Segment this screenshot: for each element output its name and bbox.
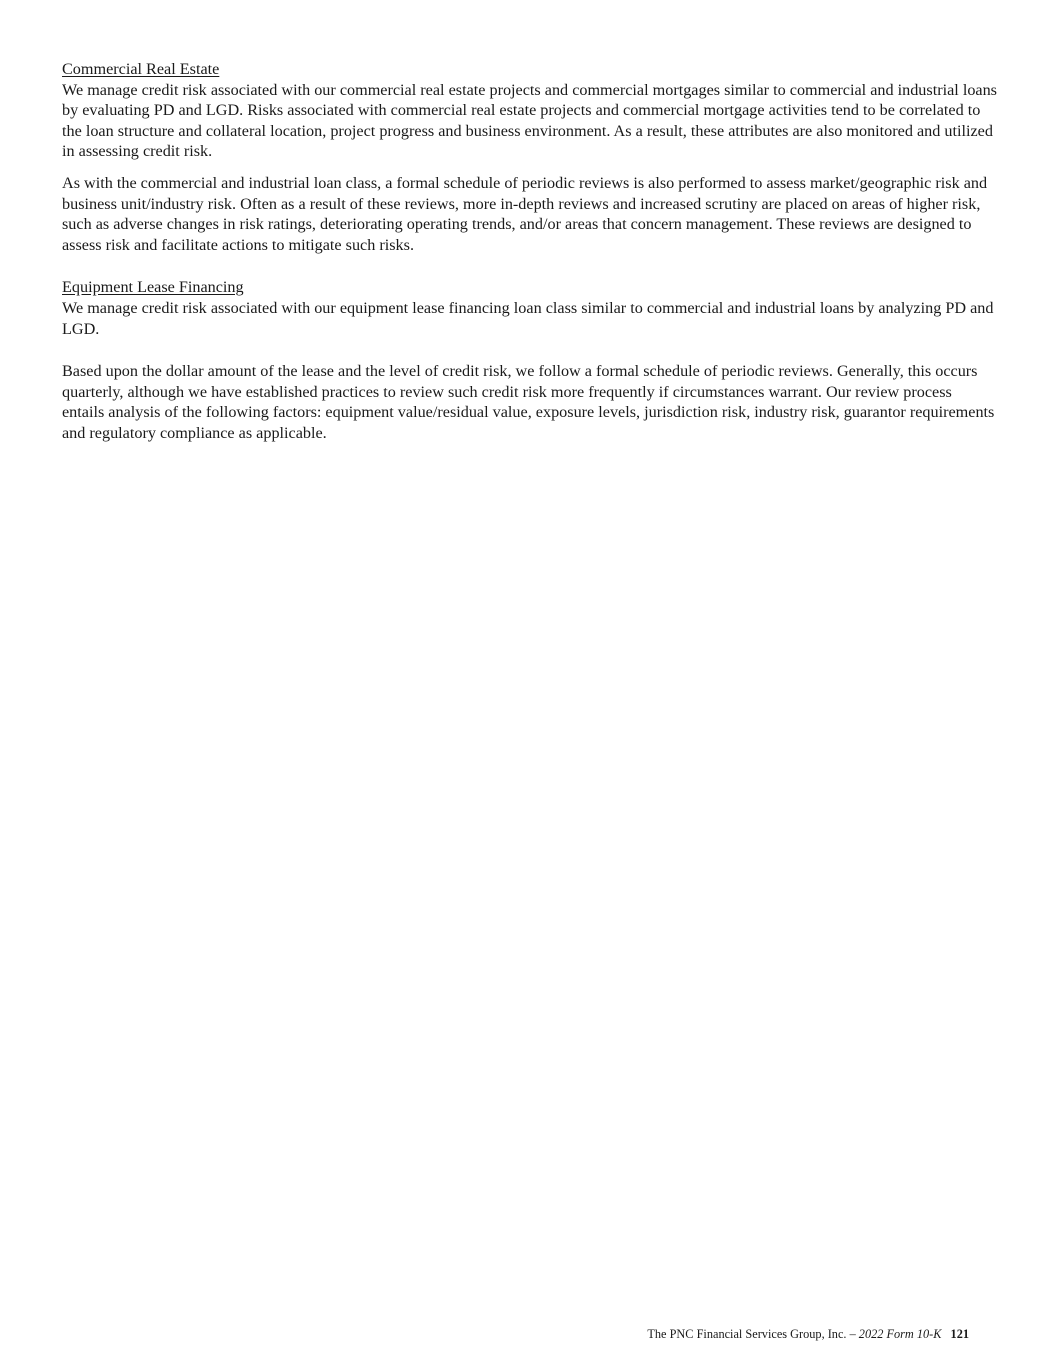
document-page <box>62 59 997 444</box>
paragraph: Based upon the dollar amount of the lease and the level of credit risk, we follow a formal schedule of periodic reviews. Generally, this occurs quarterly, although we have established practices to review such credit risk more frequently if circumstances warrant. Our review process entails analysis of the following factors: equipment value/residual value, exposure levels, jurisdiction risk, industry risk, guarantor requirements and regulatory compliance as applicable. <box>62 362 995 442</box>
footer-form: 2022 Form 10-K <box>858 1327 942 1341</box>
section-commercial-real-estate <box>62 59 997 255</box>
section-heading: Equipment Lease Financing <box>62 278 244 297</box>
section-heading: Commercial Real Estate <box>62 60 220 78</box>
footer-company: The PNC Financial Services Group, Inc. – <box>647 1327 856 1341</box>
paragraph: As with the commercial and industrial loan class, a formal schedule of periodic reviews is also performed to assess market/geographic risk and business unit/industry risk. Often as a result of these reviews, more in-depth reviews and increased scrutiny are placed on areas of higher risk, such as adverse changes in risk ratings, deteriorating operating trends, and/or areas that concern management. These reviews are designed to assess risk and facilitate actions to mitigate such risks. <box>62 173 988 254</box>
page-number: 121 <box>950 1327 969 1341</box>
paragraph: We manage credit risk associated with our equipment lease financing loan class similar to commercial and industrial loans by analyzing PD and LGD. <box>62 298 994 338</box>
page-footer <box>647 1326 969 1342</box>
section-equipment-lease-financing <box>62 277 997 443</box>
paragraph: We manage credit risk associated with our commercial real estate projects and commercial mortgages similar to commercial and industrial loans by evaluating PD and LGD. Risks associated with commercial real estate projects and commercial mortgage activities tend to be correlated to the loan structure and collateral location, project progress and business environment. As a result, these attributes are also monitored and utilized in assessing credit risk. <box>62 80 997 161</box>
